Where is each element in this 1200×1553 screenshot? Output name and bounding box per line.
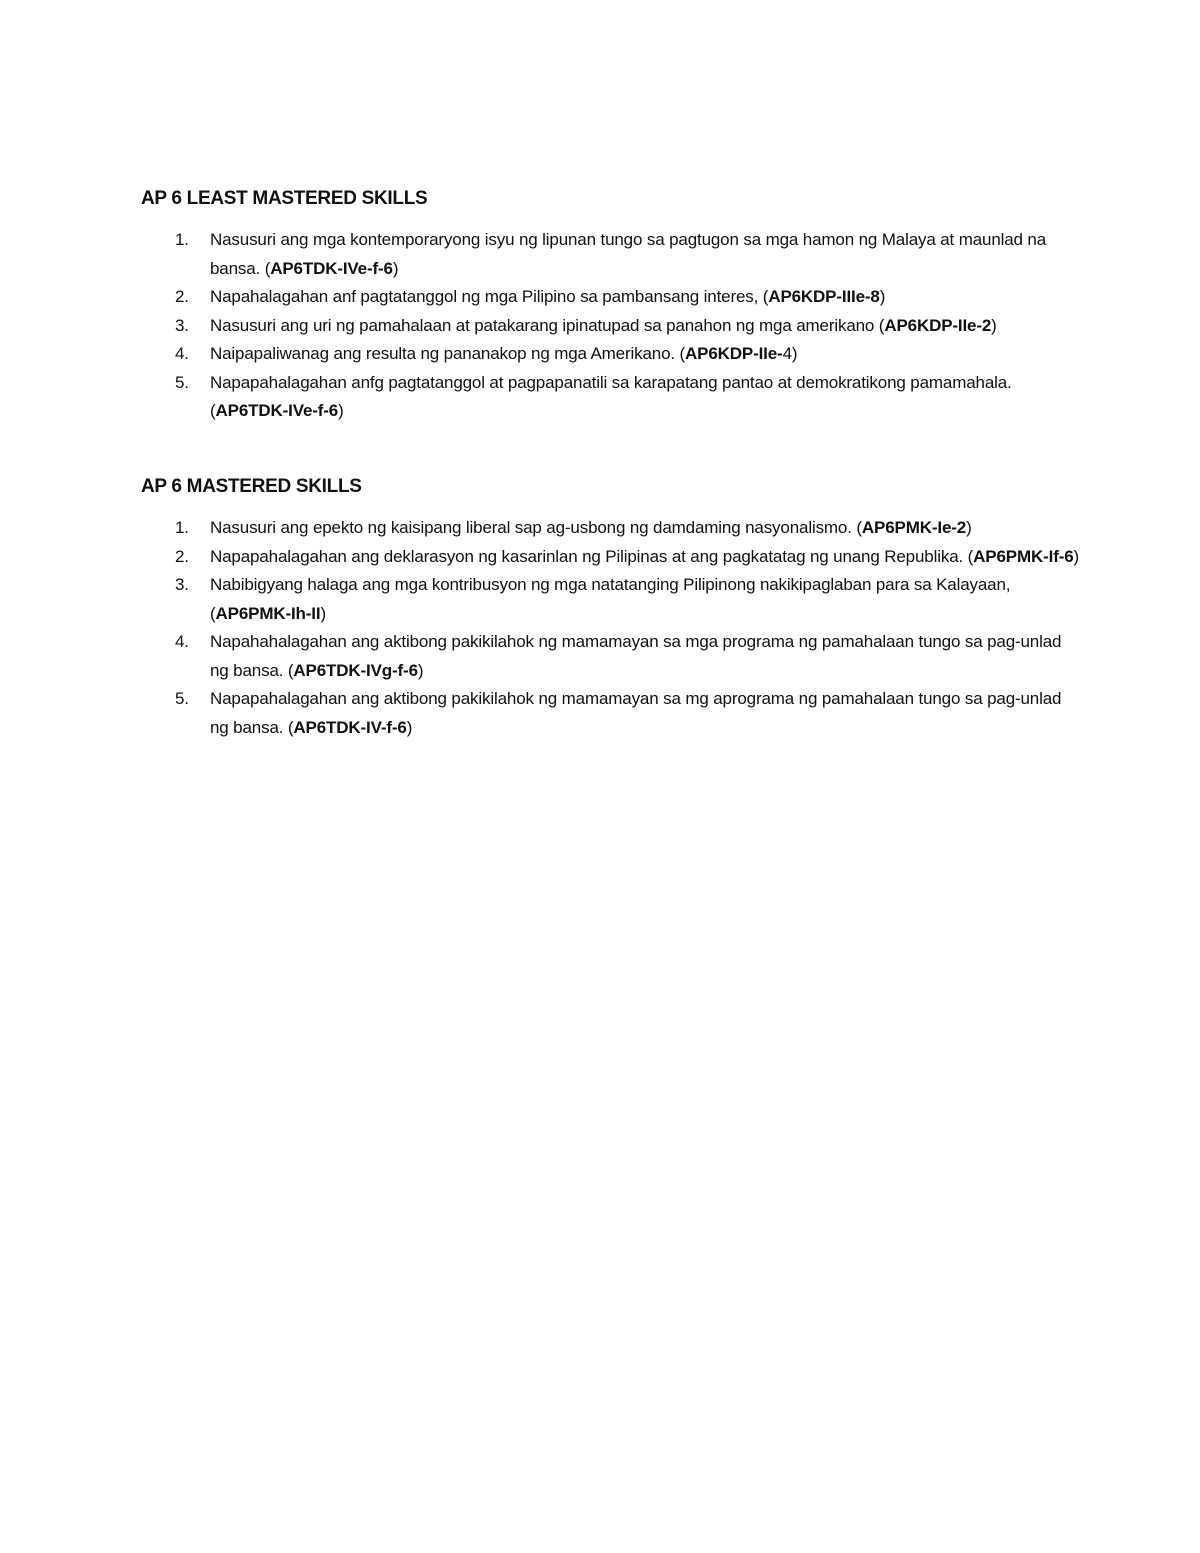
competency-code: AP6TDK-IVe-f-6: [270, 258, 393, 278]
competency-code: AP6KDP-IIIe-8: [768, 287, 880, 306]
item-close: 4): [782, 344, 798, 363]
mastered-heading: AP 6 MASTERED SKILLS: [141, 476, 362, 497]
least-mastered-section: [141, 186, 1081, 426]
list-item: [141, 543, 1081, 572]
list-item: [141, 571, 1081, 628]
competency-code: AP6KDP-IIe-: [685, 344, 783, 363]
competency-code: AP6TDK-IVe-f-6: [215, 401, 339, 420]
competency-code: AP6TDK-IV-f-6: [293, 717, 407, 737]
item-number: 3.: [175, 575, 189, 594]
list-item: [141, 226, 1081, 283]
item-text: Naipapaliwanag ang resulta ng pananakop ng mga Amerikano. (: [210, 344, 686, 363]
competency-code: AP6PMK-Ie-2: [861, 518, 967, 537]
item-close: ): [879, 287, 886, 306]
item-close: ): [406, 717, 413, 737]
item-close: ): [991, 315, 997, 335]
item-number: 5.: [175, 372, 189, 392]
item-close: ): [392, 258, 399, 278]
list-item: [141, 628, 1081, 685]
item-text: Nasusuri ang mga kontemporaryong isyu ng lipunan tungo sa pagtugon sa mga hamon ng Malaya at maunlad na bansa. (: [210, 230, 1047, 278]
item-close: ): [966, 518, 972, 537]
list-item: [141, 369, 1081, 426]
item-number: 2.: [175, 546, 189, 566]
competency-code: AP6TDK-IVg-f-6: [293, 660, 418, 680]
item-number: 1.: [175, 230, 189, 249]
list-item: [141, 685, 1081, 742]
item-close: ): [1073, 546, 1080, 566]
item-number: 4.: [175, 632, 189, 651]
item-text: Napapahalagahan ang aktibong pakikilahok ng mamamayan sa mg aprograma ng pamahalaan tungo sa pag-unlad ng bansa. (: [210, 689, 1062, 737]
list-item: [141, 283, 1081, 312]
least-mastered-list: [141, 226, 1081, 426]
item-number: 1.: [175, 518, 189, 537]
mastered-list: [141, 514, 1081, 742]
item-number: 4.: [175, 344, 189, 363]
item-number: 5.: [175, 689, 189, 708]
list-item: [141, 312, 1081, 341]
item-number: 3.: [175, 315, 189, 335]
item-close: ): [417, 660, 424, 680]
competency-code: AP6PMK-If-6: [973, 546, 1074, 566]
least-mastered-heading: AP 6 LEAST MASTERED SKILLS: [141, 188, 428, 209]
competency-code: AP6PMK-Ih-II: [215, 603, 321, 623]
item-close: ): [338, 401, 344, 420]
list-item: [141, 340, 1081, 369]
competency-code: AP6KDP-IIe-2: [884, 315, 992, 335]
item-text: Nasusuri ang epekto ng kaisipang liberal sap ag-usbong ng damdaming nasyonalismo. (: [210, 518, 862, 537]
item-text: Napapahalagahan ang deklarasyon ng kasarinlan ng Pilipinas at ang pagkatatag ng unang Republika. (: [210, 546, 974, 566]
item-number: 2.: [175, 287, 189, 306]
item-text: Nasusuri ang uri ng pamahalaan at patakarang ipinatupad sa panahon ng mga amerikano (: [210, 315, 885, 335]
item-close: ): [320, 603, 326, 623]
item-text: Napahalagahan anf pagtatanggol ng mga Pilipino sa pambansang interes, (: [210, 287, 769, 306]
item-text: Napahahalagahan ang aktibong pakikilahok ng mamamayan sa mga programa ng pamahalaan tungo sa pag-unlad ng bansa. (: [210, 632, 1062, 680]
list-item: [141, 514, 1081, 543]
item-text: Napapahalagahan anfg pagtatanggol at pagpapanatili sa karapatang pantao at demokratikong pamamahala. (: [210, 372, 1012, 420]
mastered-section: [141, 474, 1081, 742]
item-text: Nabibigyang halaga ang mga kontribusyon ng mga natatanging Pilipinong nakikipaglaban para sa Kalayaan, (: [210, 575, 1011, 623]
